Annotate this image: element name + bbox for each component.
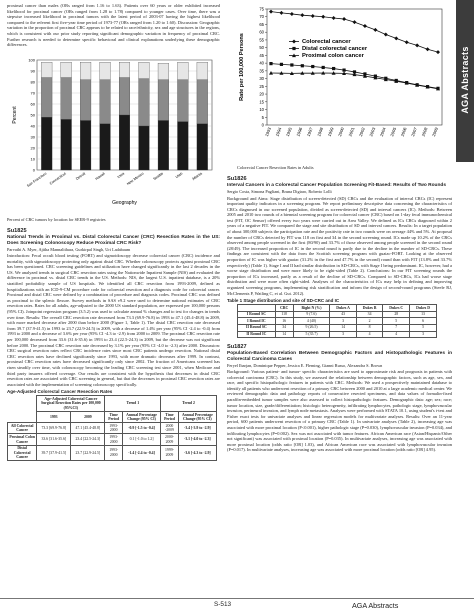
data-point [290,63,293,66]
bar-segment [119,77,130,114]
table-col-header: Dukes C [383,305,410,312]
table-col-header [238,305,276,312]
table-row-label: I Round SC [238,311,276,318]
bar-chart-figure [7,52,220,215]
y-tick-label: 40 [30,123,35,129]
interval-cancer-table [237,304,437,338]
table-title: Age-Adjusted Colorectal Cancer Resection Rates [7,389,113,395]
table-col-header: 1993 [37,412,71,423]
abstract-id: Su1825 [7,228,27,235]
table-cell: 4 [356,331,382,338]
x-tick-label: 2006 [399,126,408,138]
abstract-id: Su1827 [227,344,247,351]
table-cell: 34 [275,324,293,331]
table-col-header: Time Period [161,412,179,423]
bar-segment [197,80,208,124]
table-cell: 4 [383,331,410,338]
y-tick-label: 75 [259,6,264,12]
x-tick-label: New Mexico [126,171,145,186]
table-col-header: Annual Percentage Change (95% CI) [178,412,216,423]
bar-segment [100,62,111,80]
bar-segment [158,120,169,170]
table-col-header: 2009 [71,412,105,423]
table-cell: 39.7 [37.9-41.5] [37,445,71,461]
table-cell: 9 (7.6) [293,311,330,318]
abstract-authors: Sergio Costa, Simona Pagliani, Bruna Digiaro, Roberto Lolli [227,189,332,195]
x-tick-label: 2000 [337,126,346,138]
table-col-header: Dukes B [356,305,382,312]
table-cell: 3 [330,331,356,338]
table-cell: 1999-2009 [161,445,179,461]
y-tick-label: 5 [261,114,264,120]
y-tick-label: 90 [30,68,35,74]
table-row [8,434,217,445]
abstract-body: Introduction: Fecal occult blood testing (FOBT) and sigmoidoscopy decrease colorectal cancer (CRC) incidence and mortality, with sigmoidoscopy protecting only against distal CRC. Whether colonoscopy protects against proximal CRC has been questioned. CRC screening guidelines and utilization have changed significantly in the last 2 decades in the US. We analyzed trends in surgical CRC resection rates using the Nationwide Inpatient Sample (NIS) and evaluated the difference in proximal vs. distal CRC trends in the US. Methods: NIS, the largest U.S. inpatient database, is a 20% stratified probability sample of US hospitals. We identified all CRC resection from 1993-2009, defined as hospitalizations with an ICD-9-CM procedure code for colorectal resection and a diagnosis code for colorectal cancer. Proximal and distal CRC were defined by a combination of procedure and diagnosis codes. Proximal CRC was defined as proximal to the splenic flexure. Survey methods in SAS v9.2 were used to determine national estimates of CRC resection rates. Rates for all adults, age-adjusted to the 2000 US standard population, are expressed per 100,000 persons (95% CI). Joinpoint regression program (3.5.2) was used to calculate annual % changes and to test for changes in trends over time. Results: The overall CRC resection rate decreased from 73.3 (69.9-76.8) in 1993 to 47.1 (45.4-48.8) in 2009, with more marked decrease after 2000 than before 2000 (Figure 1, Table 1). The distal CRC resection rate decreased from 39.7 (37.9-41.5) in 1993 to 23.7 (22.9-24.5) in 2009, with a decrease of 1.4% per year (95% CI -2.4 to -0.4) from 1993 to 2000 and a decrease of 3.6% per year (95% CI -4.3 to -2.9) from 2000 to 2009. The proximal CRC resection rate per 100,000 decreased from 33.6 (31.6-35.6) in 1993 to 23.4 (22.5-24.3) in 2009, but the decrease was not significant before 2000. The proximal CRC resection rate decreased by 3.1% per year (95% CI -4.0 to -2.3) after 2000. Discussion: CRC surgical resection rates reflect CRC incidence rates since most CRC patients undergo resection. National distal CRC resection rates have declined significantly since 1993, with more dramatic decreases after 1999. In contrast, proximal CRC resection rates have decreased significantly only since 2002. The fraction of Americans screened has risen steadily over time, with colonoscopy becoming the leading CRC screening test since 2001, when Medicare and third party insurers offered coverage. Our results are consistent with the hypothesis that decreases in distal CRC resection rates are associated with CRC screening in general, but that the decreases in proximal CRC resection rates are associated with the implementation of screening colonoscopy specifically. [7,253,220,387]
table-cell: 5 [383,318,410,325]
x-tick-label: 1997 [305,126,314,138]
x-tick-label: 2009 [431,126,439,138]
table-row [238,311,437,318]
bar-segment [119,62,130,77]
plot-area [267,9,442,125]
bar-segment [158,63,169,80]
table-cell: 1993-2000 [105,434,123,445]
y-tick-label: 10 [259,107,264,113]
table-cell: -3.1 [-4.0 to -2.3] [178,434,216,445]
x-tick-label: 1999 [326,126,335,138]
y-tick-label: 65 [259,21,264,27]
y-tick-label: 45 [259,52,264,58]
y-tick-label: 50 [259,45,264,51]
legend-label: Proximal colon cancer [302,53,364,59]
x-tick-label: 1998 [316,126,325,138]
table-cell: -3.4 [-3.9 to -2.9] [178,423,216,434]
line-chart-figure [227,3,452,163]
table-trend1-header: Trend 1 [105,396,161,412]
bar-segment [177,121,188,169]
table-title: Table 1 Stage distribution and site of SD-CRC and IC [227,298,340,304]
data-point [322,66,325,69]
intro-paragraph: proximal cancer than males (ORs ranged from 1.16 to 1.63). Patients over 60 years or older exhibited increased likelihood for proximal cancer (ORs ranged from 1.28 to 1.78) compared to younger cases. Over time, there was a stepwise increased likelihood in proximal tumors with the latest period of 2003-07 having the highest likelihood compared to the referent first five-year time period of 1973-77 (ORs ranged from 1.20 to 1.60). Discussion: Geographic variation in the proportion of proximal CRC appears to be related to race/ethnicity, sex and age structures in the regions, which is consistent with our prior study reporting significant demographic variation in frequency of proximal CRC. Further research is needed to determine specific behavioral and clinical explanations underlying these demographic differences. [7,3,220,48]
table-cell: 33.6 [31.6-35.6] [37,434,71,445]
x-axis-label: Geography [112,199,137,206]
y-tick-label: 60 [259,29,264,35]
table-row [238,331,437,338]
x-tick-label: 1996 [295,126,304,138]
y-tick-label: 35 [259,68,264,74]
table-cell: 4 (40) [293,318,330,325]
table-col-header: Dukes D [410,305,437,312]
y-axis-label: Percent [12,106,18,124]
y-tick-label: 0 [32,167,35,173]
bar-segment [177,62,188,80]
table-cell: 8 [356,324,382,331]
table-cell: 28 [383,311,410,318]
data-point [311,65,314,68]
data-point [280,63,283,66]
table-col-header: Time Period [105,412,123,423]
x-tick-label: 2007 [410,126,419,138]
table-col-header: Dukes A [330,305,356,312]
abstract-title: National Trends in Proximal vs. Distal Colorectal Cancer (CRC) Resection Rates in the US: Does Screening Colonoscopy Reduce Proximal CRC Risk? [7,235,220,246]
y-tick-label: 80 [30,79,35,85]
bar-segment [80,62,91,80]
bar-segment [119,115,130,170]
y-tick-label: 50 [30,112,35,118]
abstract-authors: Parvathi A. Myer, Ajitha Mannalithara, Gurkirpal Singh, Uri Ladabaum [7,246,131,252]
line-chart [227,3,449,158]
x-tick-label: 2003 [368,126,377,138]
y-axis-label: Rate per 100,000 Persons [239,33,245,101]
x-tick-label: 1995 [284,126,293,138]
y-tick-label: 0 [261,122,264,128]
table-cell: 6 [410,318,437,325]
table-row-label: Distal Colorectal Cancer [8,445,37,461]
table-cell: 43 [330,311,356,318]
x-tick-label: 2001 [347,126,356,138]
bar-segment [139,126,150,170]
table-row-label: II Round IC [238,331,276,338]
table-row [238,324,437,331]
abstract-body: Background: Various patient- and tumor- specific characteristics are used to approximate risk and prognosis in patients with colorectal carcinoma (CRC). In this study, we assessed the relationship between demographic factors, such as age, sex, and race, and specific histopathologic features in patients with CRC. Methods: We used a prospectively maintained database to identify all patients who underwent resection of a primary CRC between 2000 and 2010 at a large academic medical center. We reviewed demographic data and pathology reports of consecutive resected specimens, and data values of formalin-fixed paraffin-embedded tumor samples were also assessed to collect histopathologic features. Demographic data: age; sex; race; tumor location, size, grade/differentiation; histologic heterogeneity, infiltrating lymphocytes, pathologic stage, lymphovascular invasion, perineural invasion, and lymph node metastasis. Analyses were performed with STATA 10.1, using student's t-test and Fisher exact tests for univariate analyses and linear regression models for multivariate analyses. Results: Over an 11-year period, 600 patients underwent resection of a primary CRC (Table 1). In univariate analyses (Table 2), increasing age was associated with more proximal location (P<0.001), higher pathologic stage (P=0.030), lymphovascular invasion (P=0.034), and infiltrating lymphocytes (P=0.002). Sex was not associated with tumor features. African American race (Asian/Hispanic/Other not significant) was associated with proximal location (P=0.035). In multivariate analyses, increasing age was associated with more proximal location (odds ratio [OR] 1.03), and African American race was associated with lymphovascular invasion (P=0.017). In multivariate analyses, increasing age was associated with more proximal location (odds ratio [OR] 4.95). [227,369,452,453]
bar-segment [41,77,52,117]
bar-segment [197,124,208,170]
table-trend2-header: Trend 2 [161,396,217,412]
table-cell: 34 [356,311,382,318]
section-tab-label: AGA Abstracts [460,46,470,114]
table-col-header: Annual Percentage Change (95% CI) [122,412,160,423]
table-cell: 13 [410,311,437,318]
journal-name: AGA Abstracts [352,601,399,610]
bar-segment [139,78,150,125]
data-point [269,62,272,65]
x-tick-label: 1993 [264,126,272,138]
data-point [342,68,345,71]
y-tick-label: 30 [30,134,35,140]
table-cell: 5 [410,324,437,331]
bar-segment [80,120,91,170]
table-cell: 0.1 [-1.0 to 1.2] [122,434,160,445]
bar-segment [61,119,72,170]
x-tick-label: 2004 [378,126,387,138]
left-column [7,3,220,461]
x-tick-label: 1994 [274,126,283,138]
bar-segment [61,62,72,77]
table-cell: 7 [383,324,410,331]
data-point [332,67,335,70]
table-cell: 2000 -2009 [161,423,179,434]
table-row-label: I Round IC [238,318,276,325]
y-tick-label: 60 [30,101,35,107]
abstract-title: Interval Cancers in a Colorectal Cancer Population Screening Fit-Based: Results of Two Rounds [227,183,447,189]
bar-segment [177,80,188,122]
table-cell: 118 [275,311,293,318]
x-tick-label: 2002 [357,126,366,138]
x-tick-label: Seattle [152,171,164,181]
bar-chart-caption: Percent of CRC tumors by location for SEER-9 registries [7,216,106,222]
legend-label: Distal colorectal cancer [302,46,368,52]
table-cell: 23.7 [22.9-24.5] [71,445,105,461]
bar-segment [80,80,91,121]
table-cell: 3 [330,318,356,325]
table-cell: 3 [410,331,437,338]
x-tick-label: Iowa [116,171,126,179]
table-cell: 2 [356,318,382,325]
table-cell: -3.6 [-4.3 to -2.9] [178,445,216,461]
table-col-header: CRC [275,305,293,312]
bar-segment [100,80,111,124]
y-tick-label: 100 [28,57,35,63]
table-row [8,445,217,461]
bar-chart [7,52,220,210]
resection-rates-table [7,395,217,461]
section-tab [456,0,474,162]
y-tick-label: 40 [259,60,264,66]
bar-segment [41,117,52,170]
right-column [227,3,452,453]
table-row-label: Proximal Colon Cancer [9,434,35,444]
x-tick-label: 2005 [389,126,398,138]
table-cell: 23.4 [22.5-24.3] [71,434,105,445]
y-tick-label: 20 [259,91,264,97]
table-cell: -0.9 [-1.5 to -0.4] [122,423,160,434]
x-tick-label: Utah [174,171,184,179]
x-tick-label: Connecticut [48,171,67,186]
table-cell: 1993-2000 [105,445,123,461]
legend-label: Colorectal cancer [302,39,351,45]
bar-segment [61,77,72,119]
abstract-body: Background and Aims: Stage distribution of screen-detected (SD) CRCs and the evaluation of interval CRCs (IC) represent important quality indicators in a screening program. We report preliminary descriptive data concerning the characteristics of CRCs diagnosed in our screened population, divided as screen-detected (SD) and interval cancers (IC). Methods: Between 2005 and 2010 two rounds of a biennial screening program for colorectal cancer (CRC) based on 1-day fecal immunochemical test (FIT, OC Sensor) offered every two years were carried out in Area Valley. We defined as ICs CRCs diagnosed within 2 years of a negative FIT. We compared the stage and site distribution of SD and interval cancers. Results: In a target population of about 300,000 subjects the participation rate and the positivity rate in two rounds were on average 44% and 5%. At proposal the number of CRCs detected by FIT was 118 on first and 34 in the second screening round. ICs made up 10.2% of the CRCs observed among people screened in the first (80/90) and 33.7% of those observed among people screened in the second round (28/49). The increased proportion of IC in the second round is partly due to the decline in the number of SD-CRCs. These findings are consistent with the data from the Scottish screening program with guaiac-FOBT. Looking at the observed proportion of IC was higher with guaiac (31.2% in the first and 47.7% in the second) round than with FIT (13.8% and 33.7% respectively) (Table 1). Stage I and II had similar distribution in SD-CRCs, with Stage I being predominant. IC, however, had a worse stage distribution and were more likely to be right-sided (Table 2). Conclusions: In our FIT screening rounds the proportion of ICs increased, partly as a result of the decline of SD-CRCs. Compared to SD-CRCs, ICs had worse stage distribution and were more often right-sided. Analyses of the characteristics of ICs may help in defining and improving organized screening programs, implementing risk stratification and inform the design of second-round programs (Steele RJ, McClements P, Watling C, et al. Gut. 2012). [227,195,452,296]
table-cell: 16 [275,318,293,325]
page-footer [0,598,474,610]
page-number: S-513 [214,601,232,608]
x-tick-label: Atlanta [191,171,203,181]
x-tick-label: Hawaii [94,171,106,181]
table-cell: 1993-2000 [105,423,123,434]
abstract-title: Population-Based Correlation Between Demographic Factors and Histopathologic Features in Colorectal Carcinoma Cases [227,351,452,362]
bar-segment [158,80,169,121]
table-row [238,318,437,325]
y-tick-label: 55 [259,37,264,43]
table-group-header: Age-Adjusted Colorectal Cancer Surgical Resection Rates per 100,000 (95%CI) [37,396,105,412]
table-cell: 5 (35.7) [293,331,330,338]
table-row-label: II Round SC [238,324,276,331]
table-cell: 14 [275,331,293,338]
table-cell: 14 [330,324,356,331]
table-cell: -1.4 [-2.4 to -0.4] [122,445,160,461]
table-row-label: All Colorectal Cancer [8,423,37,434]
y-tick-label: 20 [30,145,35,151]
abstract-id: Su1826 [227,176,247,183]
data-point [301,64,304,67]
bar-segment [139,62,150,78]
y-tick-label: 10 [30,156,35,162]
legend-marker [292,47,295,50]
bar-segment [100,124,111,170]
table-cell: 47.1 [45.4-48.8] [71,423,105,434]
x-tick-label: Detroit [75,171,87,181]
bar-segment [41,62,52,77]
table-col-header: Right N (%) [293,305,330,312]
x-tick-label: 2008 [420,126,429,138]
y-tick-label: 30 [259,76,264,82]
table-cell: 9 (26.5) [293,324,330,331]
table-row [8,423,217,434]
y-tick-label: 70 [259,14,264,20]
x-tick-label: San Francisco [26,171,48,188]
table-cell: 2000-2009 [161,434,179,445]
abstract-authors: Feryel Ibarjan, Dominique Pepper, Jessica E. Fleming, Gianni Russo, Alexandra S. Brown [227,362,383,368]
line-chart-caption: Colorectal Cancer Resection Rates in Adults [237,165,314,170]
y-tick-label: 70 [30,90,35,96]
y-tick-label: 15 [259,99,264,105]
y-tick-label: 25 [259,83,264,89]
bar-segment [197,62,208,80]
table-cell: 73.3 [69.9-76.8] [37,423,71,434]
